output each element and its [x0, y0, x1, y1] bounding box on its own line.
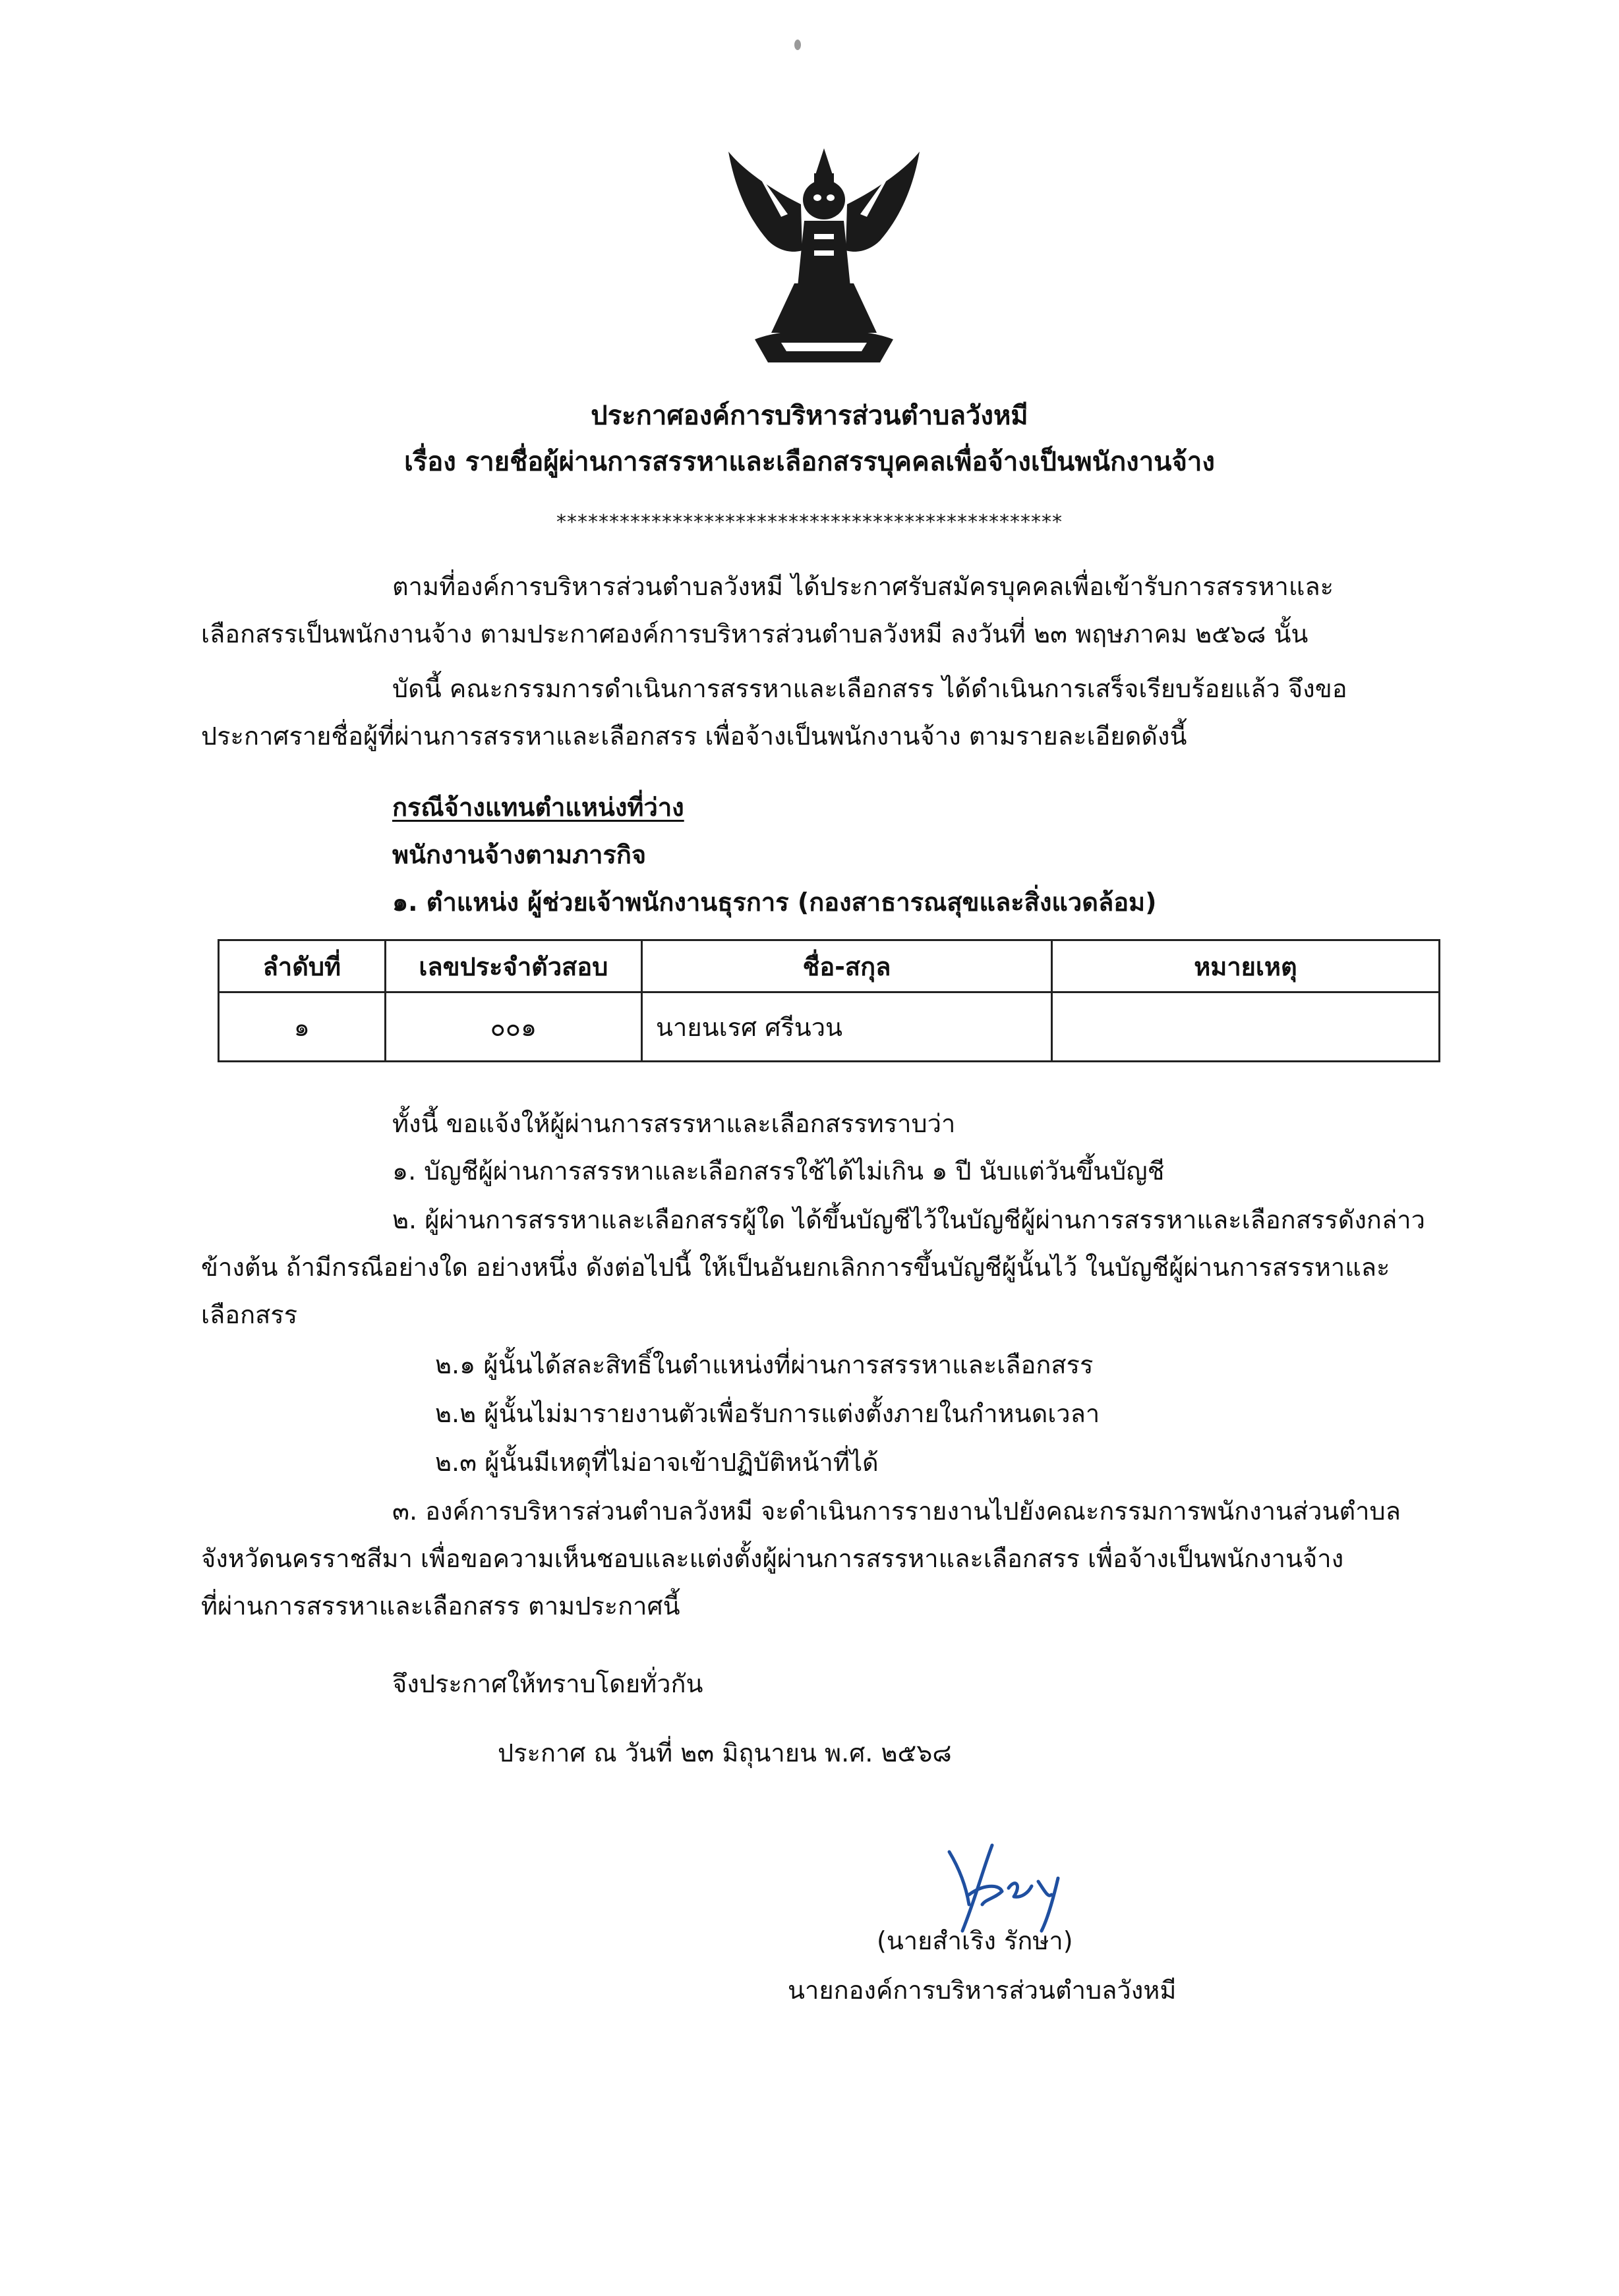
notice-item-2-line-3: เลือกสรร [201, 1300, 298, 1329]
cell-order: ๑ [219, 992, 386, 1062]
notice-item-3-line-3: ที่ผ่านการสรรหาและเลือกสรร ตามประกาศนี้ [201, 1592, 680, 1621]
position-heading: ๑. ตำแหน่ง ผู้ช่วยเจ้าพนักงานธุรการ (กองสาธารณสุขและสิ่งแวดล้อม) [392, 888, 1157, 917]
table-header-row [219, 940, 1440, 992]
announcement-date: ประกาศ ณ วันที่ ๒๓ มิถุนายน พ.ศ. ๒๕๖๘ [498, 1738, 952, 1767]
signatory-title: นายกองค์การบริหารส่วนตำบลวังหมี [788, 1976, 1177, 2005]
closing-announcement: จึงประกาศให้ทราบโดยทั่วกัน [392, 1669, 703, 1698]
intro-paragraph-1-line-1: ตามที่องค์การบริหารส่วนตำบลวังหมี ได้ประกาศรับสมัครบุคคลเพื่อเข้ารับการสรรหาและ [392, 572, 1334, 601]
scan-speck [794, 40, 801, 50]
intro-paragraph-1-line-2: เลือกสรรเป็นพนักงานจ้าง ตามประกาศองค์การบริหารส่วนตำบลวังหมี ลงวันที่ ๒๓ พฤษภาคม ๒๕๖๘ นั้น [201, 619, 1309, 648]
cell-name: นายนเรศ ศรีนวน [642, 992, 1052, 1062]
notice-item-1: ๑. บัญชีผู้ผ่านการสรรหาและเลือกสรรใช้ได้ไม่เกิน ๑ ปี นับแต่วันขึ้นบัญชี [392, 1157, 1165, 1186]
table-row [219, 992, 1440, 1062]
cell-exam-id: ๐๐๑ [385, 992, 641, 1062]
intro-paragraph-2-line-1: บัดนี้ คณะกรรมการดำเนินการสรรหาและเลือกสรร ได้ดำเนินการเสร็จเรียบร้อยแล้ว จึงขอ [392, 674, 1347, 703]
intro-paragraph-2-line-2: ประกาศรายชื่อผู้ที่ผ่านการสรรหาและเลือกสรร เพื่อจ้างเป็นพนักงานจ้าง ตามรายละเอียดดังนี้ [201, 722, 1187, 751]
garuda-emblem-icon [715, 142, 933, 379]
separator-line: ************************************************ [556, 511, 1063, 534]
notice-sub-item-2-2: ๒.๒ ผู้นั้นไม่มารายงานตัวเพื่อรับการแต่งตั้งภายในกำหนดเวลา [435, 1399, 1100, 1428]
notice-item-2-line-2: ข้างต้น ถ้ามีกรณีอย่างใด อย่างหนึ่ง ดังต่อไปนี้ ให้เป็นอันยกเลิกการขึ้นบัญชีผู้นั้นไว้ ในบัญชีผู้ผ่านการสรรหาและ [201, 1253, 1390, 1282]
notice-sub-item-2-3: ๒.๓ ผู้นั้นมีเหตุที่ไม่อาจเข้าปฏิบัติหน้าที่ได้ [435, 1448, 879, 1477]
notice-item-2-line-1: ๒. ผู้ผ่านการสรรหาและเลือกสรรผู้ใด ได้ขึ้นบัญชีไว้ในบัญชีผู้ผ่านการสรรหาและเลือกสรรดังกล่าว [392, 1205, 1425, 1234]
case-heading: กรณีจ้างแทนตำแหน่งที่ว่าง [392, 793, 684, 822]
notice-sub-item-2-1: ๒.๑ ผู้นั้นได้สละสิทธิ์ในตำแหน่งที่ผ่านการสรรหาและเลือกสรร [435, 1350, 1094, 1379]
notice-item-3-line-2: จังหวัดนครราชสีมา เพื่อขอความเห็นชอบและแต่งตั้งผู้ผ่านการสรรหาและเลือกสรร เพื่อจ้างเป็นพนักงานจ้าง [201, 1544, 1344, 1573]
cell-note [1051, 992, 1439, 1062]
column-header-exam-id: เลขประจำตัวสอบ [385, 940, 641, 992]
candidate-table [218, 939, 1440, 1062]
column-header-name: ชื่อ-สกุล [642, 940, 1052, 992]
notice-intro: ทั้งนี้ ขอแจ้งให้ผู้ผ่านการสรรหาและเลือกสรรทราบว่า [392, 1109, 956, 1138]
column-header-order: ลำดับที่ [219, 940, 386, 992]
announcement-subject: เรื่อง รายชื่อผู้ผ่านการสรรหาและเลือกสรรบุคคลเพื่อจ้างเป็นพนักงานจ้าง [404, 447, 1215, 477]
notice-item-3-line-1: ๓. องค์การบริหารส่วนตำบลวังหมี จะดำเนินการรายงานไปยังคณะกรรมการพนักงานส่วนตำบล [392, 1497, 1401, 1526]
employee-type-heading: พนักงานจ้างตามภารกิจ [392, 840, 647, 869]
announcement-title: ประกาศองค์การบริหารส่วนตำบลวังหมี [591, 401, 1028, 431]
column-header-note: หมายเหตุ [1051, 940, 1439, 992]
signatory-name: (นายสำเริง รักษา) [877, 1926, 1073, 1955]
